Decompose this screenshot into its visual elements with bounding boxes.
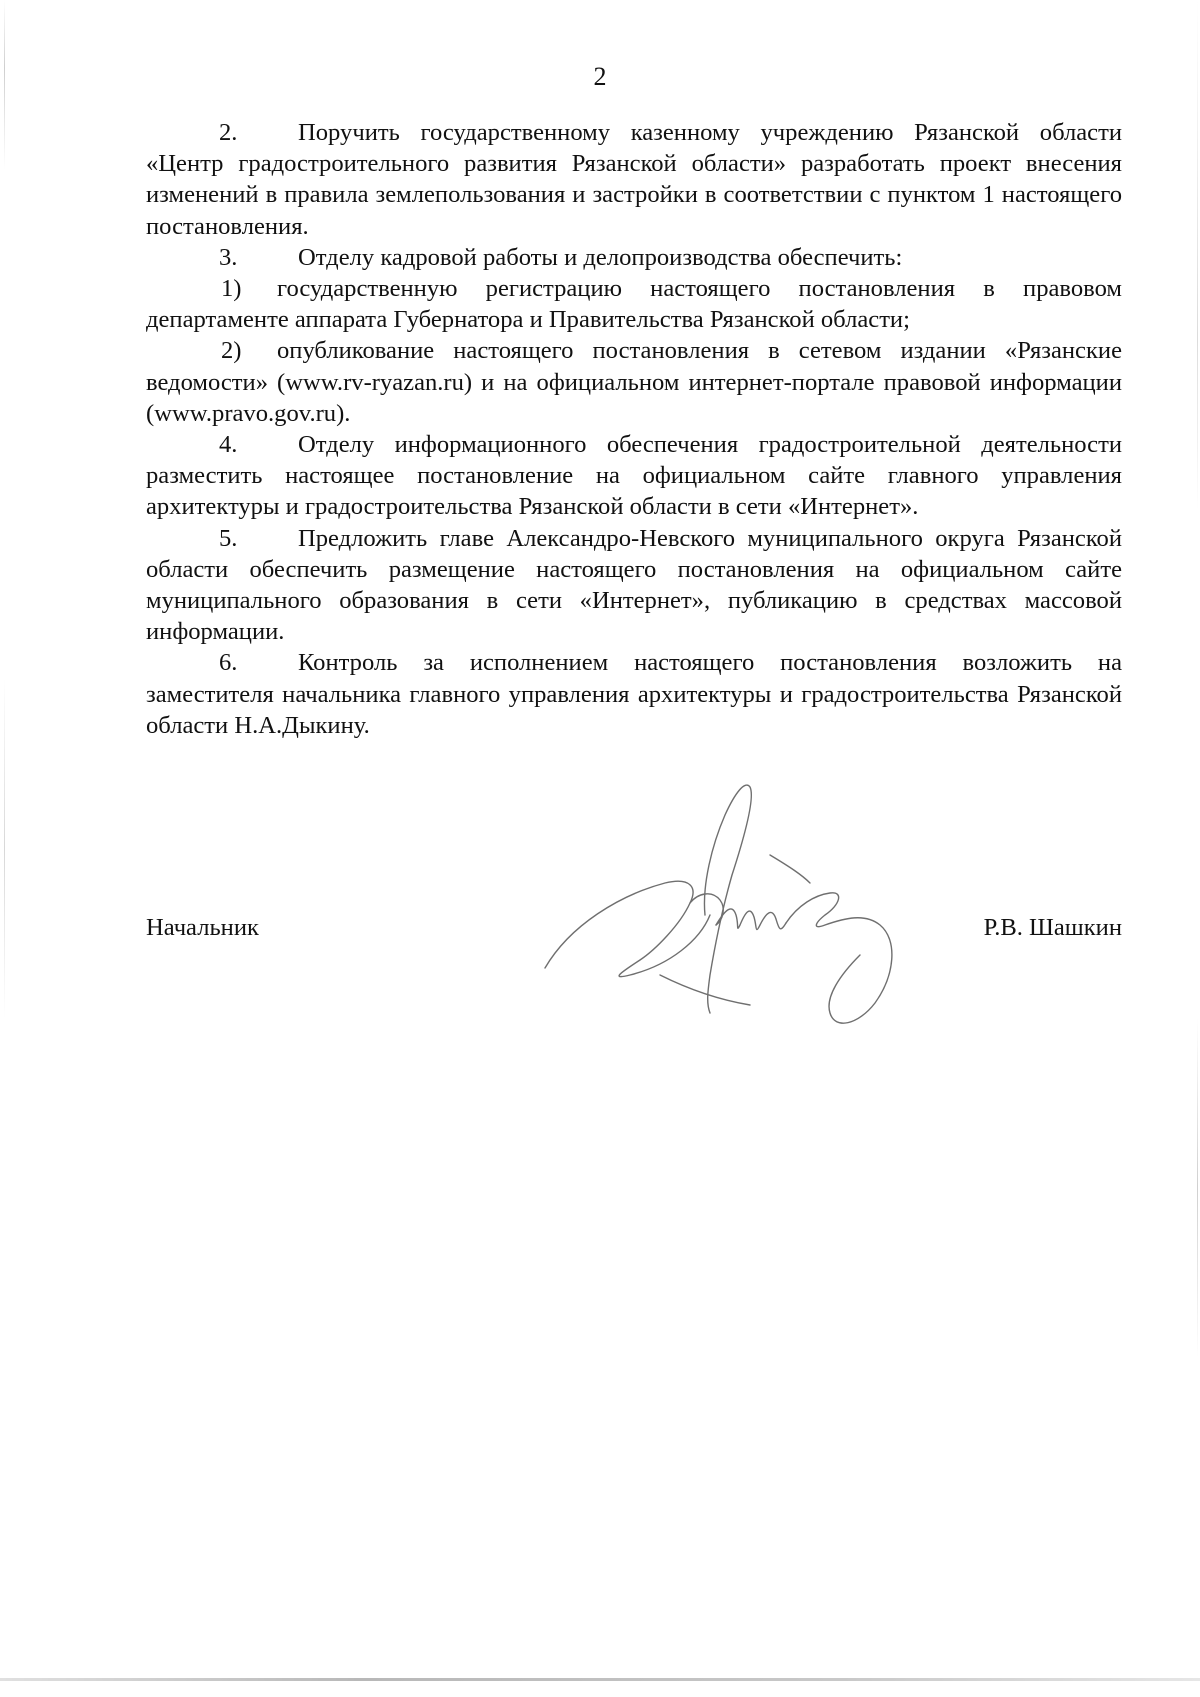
document-body: [146, 117, 1122, 741]
paragraph-number: 6.: [219, 649, 238, 677]
paragraph-number: 2.: [219, 119, 238, 146]
paragraph-text: Отделу информационного обеспечения градостроительной деятельности разместить настоящее постановление на официальном сайте главного управления архитектуры и градостроительства Рязанской области в сети «Интернет».: [146, 431, 1122, 521]
signature-icon: [540, 775, 920, 1045]
paragraph-number: 4.: [219, 431, 238, 459]
paragraph-text: Поручить государственному казенному учреждению Рязанской области «Центр градостроительного развития Рязанской области» разработать проект внесения изменений в правила землепользования и застройки в соответствии с пунктом 1 настоящего постановления.: [146, 119, 1122, 240]
subparagraph-number: 1): [221, 275, 242, 303]
paragraph-2: [146, 117, 1122, 242]
subparagraph-2: [146, 335, 1122, 429]
paragraph-text: опубликование настоящего постановления в сетевом издании «Рязанские ведомости» (www.rv-ryazan.ru) и на официальном интернет-портале правовой информации (www.pravo.gov.ru).: [146, 337, 1122, 427]
subparagraph-number: 2): [221, 337, 242, 365]
paragraph-text: Контроль за исполнением настоящего постановления возложить на заместителя начальника главного управления архитектуры и градостроительства Рязанской области Н.А.Дыкину.: [146, 649, 1122, 739]
paragraph-text: государственную регистрацию настоящего постановления в правовом департаменте аппарата Губернатора и Правительства Рязанской области;: [146, 275, 1122, 334]
paragraph-text: Отделу кадровой работы и делопроизводства обеспечить:: [298, 243, 903, 271]
paragraph-number: 5.: [219, 524, 238, 552]
paragraph-6: [146, 647, 1122, 741]
scan-edge-bottom: [0, 1678, 1200, 1681]
paragraph-4: [146, 429, 1122, 523]
paragraph-3: [146, 242, 1122, 273]
paragraph-text: Предложить главе Александро-Невского муниципального округа Рязанской области обеспечить размещение настоящего постановления на официальном сайте муниципального образования в сети «Интернет», публикацию в средствах массовой информации.: [146, 524, 1122, 646]
scan-edge-right: [1197, 0, 1198, 1697]
page-number: 2: [593, 62, 607, 91]
signature-block: [146, 912, 1122, 952]
subparagraph-1: [146, 273, 1122, 335]
paragraph-5: [146, 523, 1122, 648]
scan-edge-left: [4, 0, 5, 1697]
paragraph-number: 3.: [219, 243, 238, 271]
signatory-position: Начальник: [146, 914, 259, 941]
signatory-name: Р.В. Шашкин: [983, 914, 1122, 941]
